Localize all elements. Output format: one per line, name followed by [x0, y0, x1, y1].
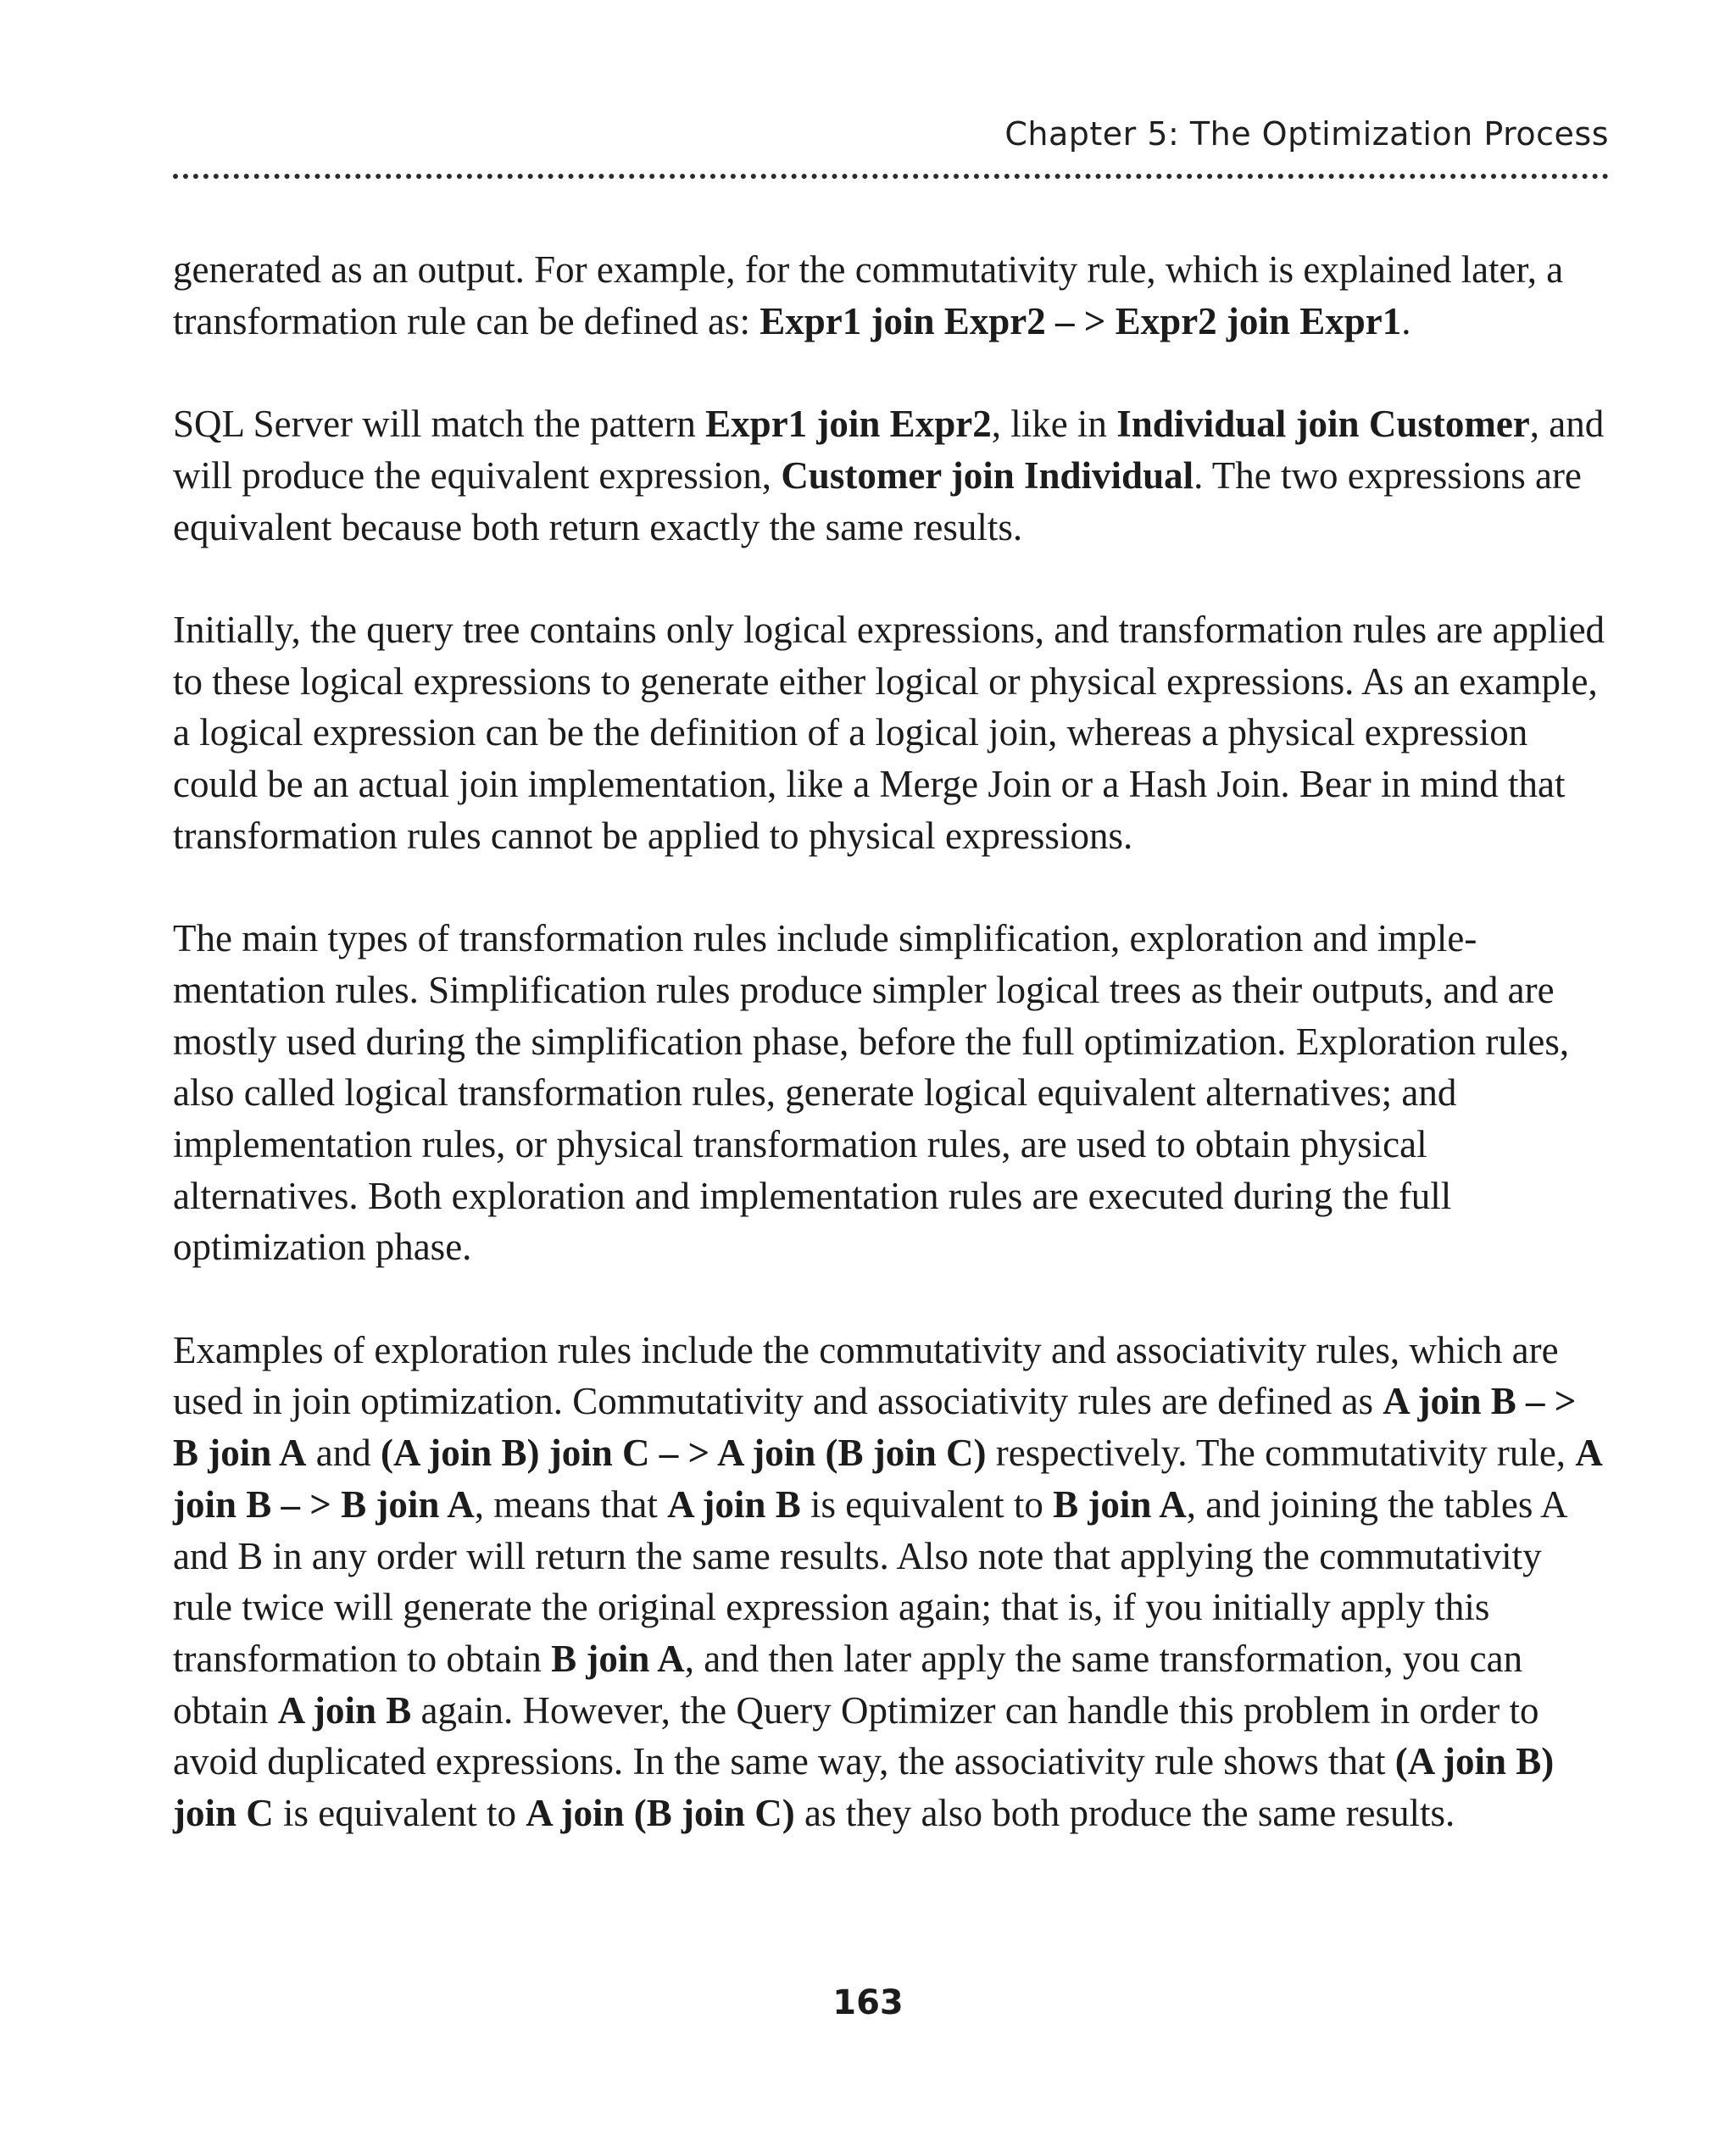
- bold-expression: (A join B) join C – > A join (B join C): [381, 1432, 987, 1475]
- text-run: as they also both produce the same results.: [794, 1792, 1455, 1835]
- page-number: 163: [832, 1983, 904, 2022]
- text-run: , and joining the tables A and B in any order will return the same results. Also note that applying the commutativity rule twice will generate the original expression again; that is, if you initially apply this transformation to obtain: [173, 1482, 1566, 1680]
- text-run: , means that: [474, 1482, 668, 1526]
- running-head: Chapter 5: The Optimization Process: [1004, 115, 1609, 153]
- paragraph: [173, 398, 1609, 553]
- body-text: [173, 244, 1609, 1890]
- text-run: and: [306, 1432, 381, 1475]
- bold-expression: A join B: [277, 1688, 412, 1732]
- bold-expression: A join B – > B join A: [173, 1380, 1577, 1475]
- text-run: again. However, the Query Optimizer can handle this problem in order to avoid duplicated expressions. In the same way, the associativity rule shows that: [173, 1688, 1539, 1783]
- text-run: is equivalent to: [800, 1482, 1054, 1526]
- paragraph: [173, 1325, 1609, 1839]
- text-run: , like in: [991, 403, 1117, 446]
- bold-expression: B join A: [551, 1637, 685, 1680]
- header-dotted-rule: [173, 174, 1609, 179]
- text-run: respectively. The commutativity rule,: [986, 1432, 1576, 1475]
- paragraph: [173, 913, 1609, 1273]
- text-run: SQL Server will match the pattern: [173, 403, 706, 446]
- bold-expression: (A join B) join C: [173, 1740, 1555, 1835]
- text-run: Initially, the query tree contains only logical expressions, and transformation rules are applied to these logical expressions to generate either logical or physical expressions. As an example, a logical expression can be the definition of a logical join, whereas a physical expression could be an actual join implementation, like a Merge Join or a Hash Join. Bear in mind that transformation rules cannot be applied to physical expressions.: [173, 608, 1605, 857]
- text-run: , and will produce the equivalent expression,: [173, 403, 1605, 497]
- bold-expression: B join A: [1053, 1482, 1187, 1526]
- bold-expression: Expr1 join Expr2: [705, 403, 992, 446]
- text-run: The main types of transformation rules include simplification, exploration and imple-mentation rules. Simplification rules produce simpler logical trees as their outputs, and are mostly used during the simplification phase, before the full optimization. Exploration rules, also called logical transformation rules, generate logical equivalent alternatives; and implementation rules, or physical transformation rules, are used to obtain physical alternatives. Both exploration and implementation rules are executed during the full optimization phase.: [173, 917, 1570, 1269]
- paragraph: [173, 244, 1609, 347]
- bold-expression: A join (B join C): [526, 1792, 795, 1835]
- bold-expression: Customer join Individual: [781, 453, 1194, 497]
- bold-expression: Individual join Customer: [1116, 403, 1530, 446]
- text-run: . The two expressions are equivalent because both return exactly the same results.: [173, 453, 1582, 548]
- bold-expression: A join B: [667, 1482, 801, 1526]
- text-run: , and then later apply the same transformation, you can obtain: [173, 1637, 1523, 1732]
- bold-expression: Expr1 join Expr2 – > Expr2 join Expr1: [760, 299, 1402, 342]
- text-run: .: [1401, 299, 1411, 342]
- text-run: generated as an output. For example, for the commutativity rule, which is explained later, a transformation rule can be defined as:: [173, 248, 1564, 342]
- text-run: Examples of exploration rules include the commutativity and associativity rules, which are used in join optimization. Commutativity and associativity rules are defined as: [173, 1328, 1559, 1423]
- paragraph: [173, 604, 1609, 862]
- text-run: is equivalent to: [273, 1792, 526, 1835]
- bold-expression: A join B – > B join A: [173, 1432, 1601, 1526]
